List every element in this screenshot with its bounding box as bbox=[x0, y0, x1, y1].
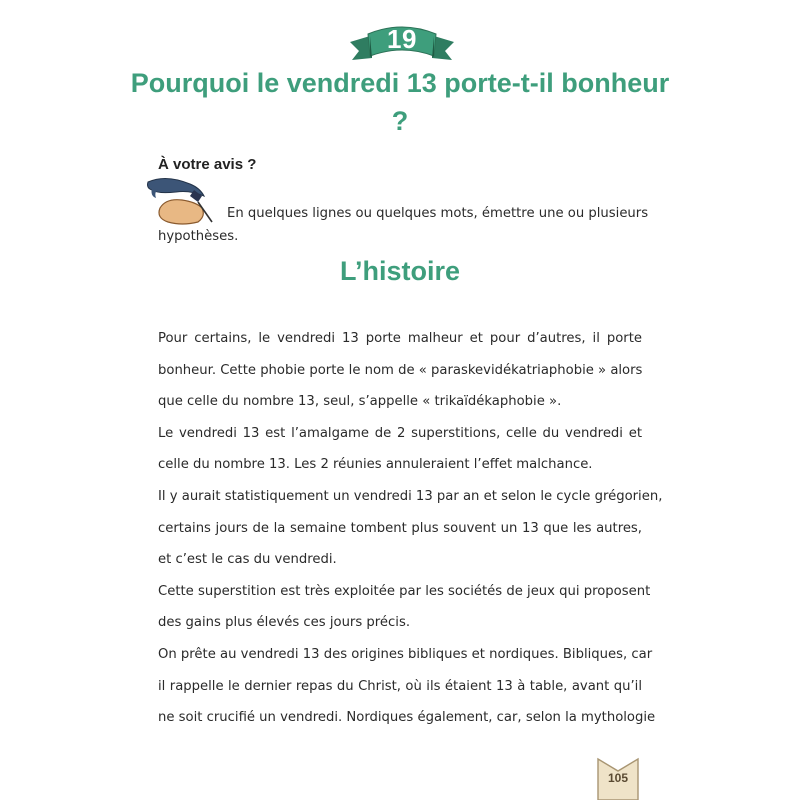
body-line: Il y aurait statistiquement un vendredi 13 par an et selon le cycle grégorien, bbox=[158, 488, 663, 504]
page-number: 105 bbox=[607, 771, 629, 785]
chapter-title: Pourquoi le vendredi 13 porte-t-il bonheur ? bbox=[130, 68, 670, 136]
quill-hand-icon bbox=[146, 176, 222, 226]
body-line: Cette superstition est très exploitée par les sociétés de jeux qui proposent bbox=[158, 583, 651, 599]
chapter-number: 19 bbox=[387, 24, 417, 54]
body-line: celle du nombre 13. Les 2 réunies annuleraient l’effet malchance. bbox=[158, 457, 593, 473]
history-body bbox=[158, 325, 663, 736]
opinion-instruction: En quelques lignes ou quelques mots, émettre une ou plusieurs bbox=[227, 206, 649, 221]
body-line: certains jours de la semaine tombent plus souvent un 13 que les autres, bbox=[158, 520, 642, 536]
chapter-ribbon bbox=[346, 18, 458, 64]
body-line: des gains plus élevés ces jours précis. bbox=[158, 615, 411, 631]
section-title: L’histoire bbox=[339, 256, 461, 286]
body-line: et c’est le cas du vendredi. bbox=[158, 552, 337, 568]
body-line: il rappelle le dernier repas du Christ, où ils étaient 13 à table, avant qu’il bbox=[158, 678, 642, 694]
body-line: On prête au vendredi 13 des origines bibliques et nordiques. Bibliques, car bbox=[158, 646, 653, 662]
body-line: que celle du nombre 13, seul, s’appelle « trikaïdékaphobie ». bbox=[158, 394, 562, 410]
opinion-heading: À votre avis ? bbox=[158, 156, 257, 173]
body-line: ne soit crucifié un vendredi. Nordiques également, car, selon la mythologie bbox=[158, 710, 656, 726]
body-line: bonheur. Cette phobie porte le nom de « paraskevidékatriaphobie » alors bbox=[158, 362, 643, 378]
opinion-instruction-cont: hypothèses. bbox=[158, 229, 239, 244]
body-line: Pour certains, le vendredi 13 porte malheur et pour d’autres, il porte bbox=[158, 331, 642, 346]
body-line: Le vendredi 13 est l’amalgame de 2 superstitions, celle du vendredi et bbox=[158, 425, 642, 441]
